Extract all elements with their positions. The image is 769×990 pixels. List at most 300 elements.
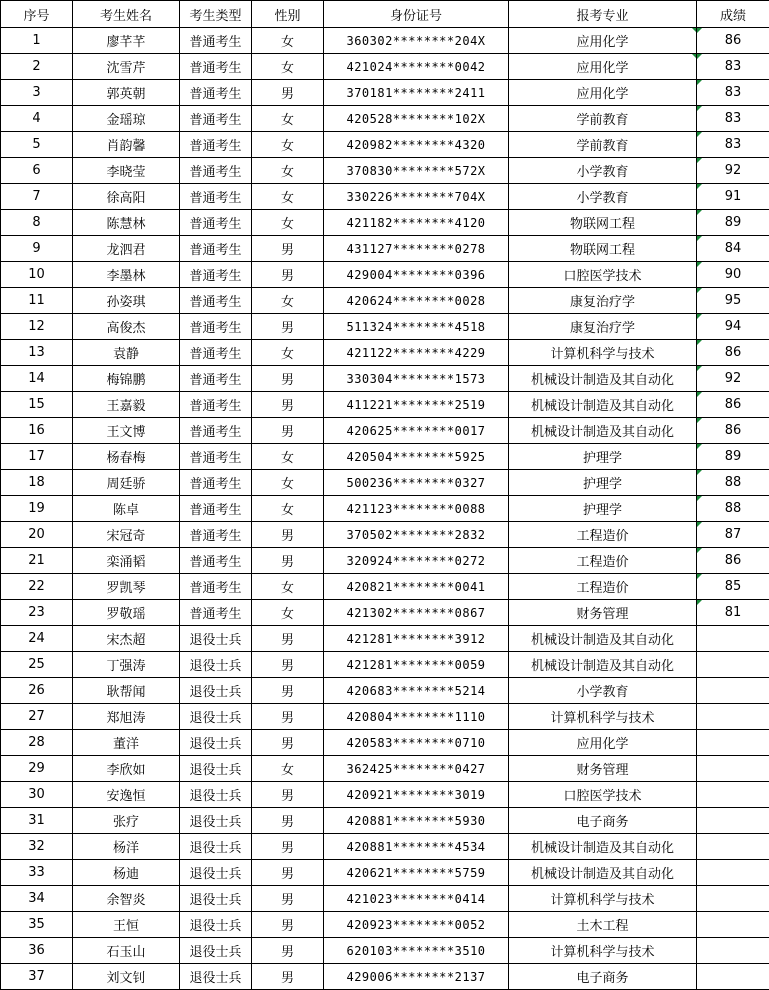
cell-seq: 11 (1, 288, 73, 314)
cell-id-number: 421122********4229 (324, 340, 509, 366)
cell-id-number: 421023********0414 (324, 886, 509, 912)
cell-type: 普通考生 (180, 236, 252, 262)
cell-gender: 女 (252, 106, 324, 132)
cell-name: 罗凯琴 (73, 574, 180, 600)
cell-major: 应用化学 (509, 54, 697, 80)
cell-type: 退役士兵 (180, 808, 252, 834)
cell-name: 余智炎 (73, 886, 180, 912)
cell-type: 普通考生 (180, 366, 252, 392)
cell-major: 机械设计制造及其自动化 (509, 392, 697, 418)
table-row (1, 834, 769, 860)
cell-type: 退役士兵 (180, 756, 252, 782)
cell-seq: 33 (1, 860, 73, 886)
cell-gender: 女 (252, 340, 324, 366)
cell-name: 郭英朝 (73, 80, 180, 106)
cell-score: 89 (697, 210, 769, 236)
cell-gender: 男 (252, 808, 324, 834)
cell-major: 小学教育 (509, 678, 697, 704)
cell-id-number: 421123********0088 (324, 496, 509, 522)
cell-major: 护理学 (509, 496, 697, 522)
cell-name: 陈慧林 (73, 210, 180, 236)
cell-gender: 男 (252, 912, 324, 938)
cell-major: 计算机科学与技术 (509, 340, 697, 366)
cell-seq: 14 (1, 366, 73, 392)
cell-seq: 37 (1, 964, 73, 990)
cell-name: 杨洋 (73, 834, 180, 860)
cell-score: 81 (697, 600, 769, 626)
table-row (1, 938, 769, 964)
cell-name: 李墨林 (73, 262, 180, 288)
cell-type: 退役士兵 (180, 652, 252, 678)
cell-score (697, 782, 769, 808)
cell-type: 普通考生 (180, 522, 252, 548)
cell-score: 92 (697, 158, 769, 184)
cell-score (697, 938, 769, 964)
cell-major: 应用化学 (509, 730, 697, 756)
cell-seq: 22 (1, 574, 73, 600)
cell-type: 退役士兵 (180, 678, 252, 704)
cell-score: 94 (697, 314, 769, 340)
cell-seq: 17 (1, 444, 73, 470)
table-row (1, 418, 769, 444)
cell-type: 退役士兵 (180, 626, 252, 652)
table-body (1, 28, 769, 990)
cell-gender: 男 (252, 730, 324, 756)
cell-type: 普通考生 (180, 392, 252, 418)
cell-type: 普通考生 (180, 470, 252, 496)
cell-name: 袁静 (73, 340, 180, 366)
cell-seq: 12 (1, 314, 73, 340)
cell-type: 普通考生 (180, 548, 252, 574)
cell-id-number: 421281********3912 (324, 626, 509, 652)
cell-major: 学前教育 (509, 106, 697, 132)
cell-score: 88 (697, 496, 769, 522)
cell-name: 栾涌韬 (73, 548, 180, 574)
cell-name: 宋冠奇 (73, 522, 180, 548)
cell-gender: 女 (252, 600, 324, 626)
cell-major: 计算机科学与技术 (509, 886, 697, 912)
cell-id-number: 420821********0041 (324, 574, 509, 600)
cell-major: 机械设计制造及其自动化 (509, 626, 697, 652)
cell-major: 小学教育 (509, 184, 697, 210)
cell-gender: 男 (252, 418, 324, 444)
cell-seq: 36 (1, 938, 73, 964)
cell-major: 财务管理 (509, 756, 697, 782)
header-row (1, 1, 769, 28)
cell-type: 退役士兵 (180, 938, 252, 964)
table-row (1, 886, 769, 912)
cell-seq: 9 (1, 236, 73, 262)
cell-name: 张疗 (73, 808, 180, 834)
cell-id-number: 420528********102X (324, 106, 509, 132)
cell-type: 普通考生 (180, 314, 252, 340)
cell-gender: 男 (252, 652, 324, 678)
table-row (1, 366, 769, 392)
cell-major: 物联网工程 (509, 210, 697, 236)
cell-seq: 26 (1, 678, 73, 704)
cell-gender: 男 (252, 626, 324, 652)
cell-type: 普通考生 (180, 106, 252, 132)
cell-id-number: 420881********4534 (324, 834, 509, 860)
cell-name: 安逸恒 (73, 782, 180, 808)
cell-major: 机械设计制造及其自动化 (509, 652, 697, 678)
cell-score: 86 (697, 548, 769, 574)
cell-name: 孙姿琪 (73, 288, 180, 314)
cell-major: 电子商务 (509, 808, 697, 834)
cell-score: 83 (697, 80, 769, 106)
cell-id-number: 420624********0028 (324, 288, 509, 314)
cell-score: 83 (697, 54, 769, 80)
cell-type: 退役士兵 (180, 704, 252, 730)
table-row (1, 262, 769, 288)
cell-seq: 21 (1, 548, 73, 574)
table-row (1, 54, 769, 80)
cell-major: 机械设计制造及其自动化 (509, 834, 697, 860)
table-row (1, 912, 769, 938)
cell-major: 机械设计制造及其自动化 (509, 860, 697, 886)
cell-name: 王嘉毅 (73, 392, 180, 418)
table-row (1, 730, 769, 756)
table-row (1, 210, 769, 236)
cell-id-number: 421024********0042 (324, 54, 509, 80)
cell-major: 计算机科学与技术 (509, 938, 697, 964)
cell-type: 退役士兵 (180, 886, 252, 912)
cell-score: 91 (697, 184, 769, 210)
cell-gender: 男 (252, 392, 324, 418)
cell-score: 86 (697, 28, 769, 54)
cell-seq: 10 (1, 262, 73, 288)
cell-score (697, 912, 769, 938)
cell-type: 退役士兵 (180, 730, 252, 756)
table-row (1, 28, 769, 54)
cell-seq: 15 (1, 392, 73, 418)
cell-name: 王恒 (73, 912, 180, 938)
cell-name: 罗敬瑶 (73, 600, 180, 626)
cell-id-number: 362425********0427 (324, 756, 509, 782)
cell-gender: 男 (252, 366, 324, 392)
table-row (1, 288, 769, 314)
cell-seq: 23 (1, 600, 73, 626)
cell-gender: 男 (252, 834, 324, 860)
cell-type: 退役士兵 (180, 834, 252, 860)
cell-seq: 13 (1, 340, 73, 366)
cell-name: 陈卓 (73, 496, 180, 522)
table-row (1, 522, 769, 548)
header-id-number: 身份证号 (324, 1, 509, 28)
cell-type: 普通考生 (180, 288, 252, 314)
table-row (1, 652, 769, 678)
cell-gender: 女 (252, 756, 324, 782)
cell-score (697, 860, 769, 886)
table-row (1, 184, 769, 210)
header-major: 报考专业 (509, 1, 697, 28)
header-gender: 性别 (252, 1, 324, 28)
cell-seq: 30 (1, 782, 73, 808)
cell-gender: 女 (252, 28, 324, 54)
cell-id-number: 421182********4120 (324, 210, 509, 236)
cell-id-number: 421302********0867 (324, 600, 509, 626)
cell-name: 沈雪芹 (73, 54, 180, 80)
cell-name: 郑旭涛 (73, 704, 180, 730)
table-row (1, 574, 769, 600)
cell-gender: 男 (252, 262, 324, 288)
cell-seq: 25 (1, 652, 73, 678)
table-row (1, 704, 769, 730)
header-score: 成绩 (697, 1, 769, 28)
cell-gender: 女 (252, 184, 324, 210)
cell-id-number: 500236********0327 (324, 470, 509, 496)
cell-id-number: 620103********3510 (324, 938, 509, 964)
header-seq: 序号 (1, 1, 73, 28)
table-row (1, 80, 769, 106)
cell-id-number: 420625********0017 (324, 418, 509, 444)
cell-id-number: 511324********4518 (324, 314, 509, 340)
cell-id-number: 429004********0396 (324, 262, 509, 288)
cell-seq: 31 (1, 808, 73, 834)
cell-id-number: 420881********5930 (324, 808, 509, 834)
cell-gender: 男 (252, 782, 324, 808)
cell-score (697, 730, 769, 756)
cell-gender: 男 (252, 860, 324, 886)
cell-score (697, 704, 769, 730)
cell-seq: 3 (1, 80, 73, 106)
cell-name: 肖韵馨 (73, 132, 180, 158)
cell-gender: 男 (252, 678, 324, 704)
cell-major: 财务管理 (509, 600, 697, 626)
cell-major: 护理学 (509, 444, 697, 470)
cell-id-number: 420804********1110 (324, 704, 509, 730)
table-row (1, 600, 769, 626)
cell-id-number: 330226********704X (324, 184, 509, 210)
cell-seq: 34 (1, 886, 73, 912)
cell-name: 王文博 (73, 418, 180, 444)
table-row (1, 340, 769, 366)
cell-id-number: 370830********572X (324, 158, 509, 184)
cell-type: 普通考生 (180, 184, 252, 210)
cell-score (697, 756, 769, 782)
cell-score (697, 886, 769, 912)
table-row (1, 444, 769, 470)
cell-name: 耿帮闻 (73, 678, 180, 704)
cell-name: 石玉山 (73, 938, 180, 964)
cell-type: 普通考生 (180, 496, 252, 522)
cell-type: 普通考生 (180, 158, 252, 184)
table-row (1, 860, 769, 886)
cell-id-number: 420982********4320 (324, 132, 509, 158)
cell-score (697, 626, 769, 652)
cell-major: 工程造价 (509, 574, 697, 600)
cell-id-number: 420683********5214 (324, 678, 509, 704)
cell-major: 工程造价 (509, 548, 697, 574)
cell-major: 机械设计制造及其自动化 (509, 366, 697, 392)
cell-major: 工程造价 (509, 522, 697, 548)
cell-id-number: 370181********2411 (324, 80, 509, 106)
cell-seq: 27 (1, 704, 73, 730)
cell-name: 董洋 (73, 730, 180, 756)
cell-type: 普通考生 (180, 80, 252, 106)
cell-type: 普通考生 (180, 574, 252, 600)
cell-gender: 男 (252, 236, 324, 262)
cell-gender: 女 (252, 158, 324, 184)
cell-name: 梅锦鹏 (73, 366, 180, 392)
table-row (1, 548, 769, 574)
table-row (1, 808, 769, 834)
cell-seq: 5 (1, 132, 73, 158)
cell-score (697, 652, 769, 678)
cell-seq: 28 (1, 730, 73, 756)
cell-type: 退役士兵 (180, 964, 252, 990)
cell-name: 李晓莹 (73, 158, 180, 184)
table-row (1, 132, 769, 158)
cell-id-number: 421281********0059 (324, 652, 509, 678)
cell-major: 应用化学 (509, 80, 697, 106)
cell-major: 学前教育 (509, 132, 697, 158)
cell-id-number: 429006********2137 (324, 964, 509, 990)
cell-score: 88 (697, 470, 769, 496)
cell-seq: 7 (1, 184, 73, 210)
cell-major: 电子商务 (509, 964, 697, 990)
cell-major: 应用化学 (509, 28, 697, 54)
cell-major: 机械设计制造及其自动化 (509, 418, 697, 444)
cell-score: 84 (697, 236, 769, 262)
cell-type: 普通考生 (180, 132, 252, 158)
cell-name: 李欣如 (73, 756, 180, 782)
cell-id-number: 420921********3019 (324, 782, 509, 808)
table-row (1, 314, 769, 340)
cell-score (697, 964, 769, 990)
cell-type: 退役士兵 (180, 912, 252, 938)
cell-score: 86 (697, 418, 769, 444)
cell-gender: 女 (252, 288, 324, 314)
cell-major: 康复治疗学 (509, 288, 697, 314)
cell-id-number: 370502********2832 (324, 522, 509, 548)
cell-score: 90 (697, 262, 769, 288)
cell-gender: 女 (252, 54, 324, 80)
cell-id-number: 360302********204X (324, 28, 509, 54)
cell-name: 高俊杰 (73, 314, 180, 340)
cell-score: 89 (697, 444, 769, 470)
cell-major: 口腔医学技术 (509, 262, 697, 288)
cell-score: 83 (697, 106, 769, 132)
table-row (1, 392, 769, 418)
cell-score (697, 808, 769, 834)
cell-type: 普通考生 (180, 418, 252, 444)
cell-seq: 19 (1, 496, 73, 522)
cell-type: 普通考生 (180, 28, 252, 54)
cell-seq: 35 (1, 912, 73, 938)
cell-gender: 男 (252, 314, 324, 340)
cell-gender: 女 (252, 470, 324, 496)
cell-type: 普通考生 (180, 54, 252, 80)
cell-seq: 8 (1, 210, 73, 236)
table-row (1, 158, 769, 184)
cell-id-number: 320924********0272 (324, 548, 509, 574)
cell-gender: 男 (252, 964, 324, 990)
cell-seq: 20 (1, 522, 73, 548)
cell-id-number: 420621********5759 (324, 860, 509, 886)
table-row (1, 496, 769, 522)
cell-major: 物联网工程 (509, 236, 697, 262)
cell-gender: 男 (252, 704, 324, 730)
table-row (1, 756, 769, 782)
table-row (1, 106, 769, 132)
table-row (1, 782, 769, 808)
cell-id-number: 420923********0052 (324, 912, 509, 938)
cell-type: 普通考生 (180, 444, 252, 470)
cell-score (697, 834, 769, 860)
header-name: 考生姓名 (73, 1, 180, 28)
cell-id-number: 431127********0278 (324, 236, 509, 262)
cell-major: 护理学 (509, 470, 697, 496)
cell-gender: 女 (252, 574, 324, 600)
cell-gender: 男 (252, 80, 324, 106)
header-type: 考生类型 (180, 1, 252, 28)
cell-seq: 1 (1, 28, 73, 54)
table-row (1, 678, 769, 704)
cell-major: 小学教育 (509, 158, 697, 184)
cell-type: 退役士兵 (180, 782, 252, 808)
cell-gender: 女 (252, 444, 324, 470)
cell-seq: 16 (1, 418, 73, 444)
cell-seq: 24 (1, 626, 73, 652)
cell-major: 口腔医学技术 (509, 782, 697, 808)
cell-gender: 女 (252, 132, 324, 158)
cell-name: 刘文钊 (73, 964, 180, 990)
cell-gender: 男 (252, 548, 324, 574)
cell-seq: 18 (1, 470, 73, 496)
cell-type: 普通考生 (180, 262, 252, 288)
table-row (1, 964, 769, 990)
cell-gender: 女 (252, 210, 324, 236)
cell-gender: 男 (252, 522, 324, 548)
cell-score: 86 (697, 392, 769, 418)
cell-name: 金瑶琼 (73, 106, 180, 132)
cell-type: 退役士兵 (180, 860, 252, 886)
cell-score: 83 (697, 132, 769, 158)
cell-seq: 2 (1, 54, 73, 80)
cell-major: 康复治疗学 (509, 314, 697, 340)
cell-name: 廖芊芊 (73, 28, 180, 54)
cell-score: 85 (697, 574, 769, 600)
table-row (1, 470, 769, 496)
cell-name: 徐高阳 (73, 184, 180, 210)
cell-seq: 6 (1, 158, 73, 184)
cell-id-number: 420583********0710 (324, 730, 509, 756)
cell-type: 普通考生 (180, 210, 252, 236)
cell-score: 95 (697, 288, 769, 314)
cell-seq: 29 (1, 756, 73, 782)
cell-score: 92 (697, 366, 769, 392)
cell-id-number: 420504********5925 (324, 444, 509, 470)
cell-id-number: 411221********2519 (324, 392, 509, 418)
cell-gender: 男 (252, 938, 324, 964)
cell-type: 普通考生 (180, 600, 252, 626)
cell-name: 宋杰超 (73, 626, 180, 652)
cell-name: 龙泗君 (73, 236, 180, 262)
cell-seq: 32 (1, 834, 73, 860)
cell-gender: 男 (252, 886, 324, 912)
cell-type: 普通考生 (180, 340, 252, 366)
cell-major: 土木工程 (509, 912, 697, 938)
cell-gender: 女 (252, 496, 324, 522)
cell-id-number: 330304********1573 (324, 366, 509, 392)
table-row (1, 236, 769, 262)
cell-seq: 4 (1, 106, 73, 132)
cell-score: 86 (697, 340, 769, 366)
table-row (1, 626, 769, 652)
cell-score: 87 (697, 522, 769, 548)
cell-score (697, 678, 769, 704)
